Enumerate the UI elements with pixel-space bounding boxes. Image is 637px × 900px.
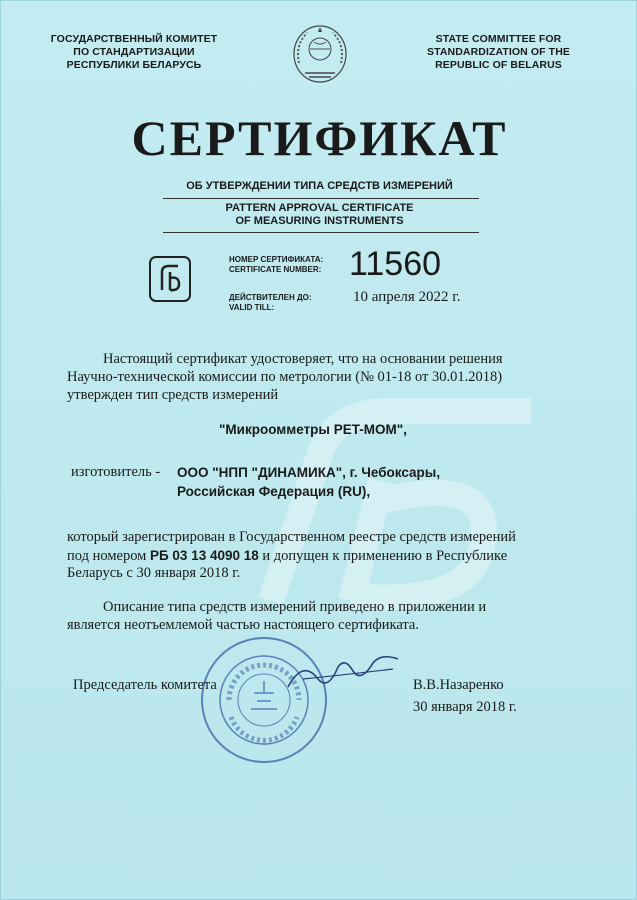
valid-till-label-ru: ДЕЙСТВИТЕЛЕН ДО:	[229, 293, 312, 302]
issuer-en-line-1: STATE COMMITTEE FOR	[435, 33, 562, 45]
subtitle-en-line-1: PATTERN APPROVAL CERTIFICATE	[225, 202, 414, 214]
issuer-name-ru	[29, 33, 239, 72]
body-p1-line-1: Настоящий сертификат удостоверяет, что на основании решения	[103, 351, 503, 367]
standards-logo-icon	[149, 256, 191, 302]
body-p2-line-2	[67, 547, 507, 565]
cert-number-label-ru: НОМЕР СЕРТИФИКАТА:	[229, 255, 324, 264]
document-title: СЕРТИФИКАТ	[131, 110, 508, 166]
manufacturer-line-2: Российская Федерация (RU),	[177, 484, 371, 499]
body-p3-line-2: является неотъемлемой частью настоящего сертификата.	[67, 617, 419, 633]
signatory-name: В.В.Назаренко	[413, 677, 504, 693]
issuer-name-en	[391, 33, 606, 72]
valid-till-label-en: VALID TILL:	[229, 303, 275, 312]
signature-icon	[283, 649, 403, 699]
body-p1-line-2: Научно-технической комиссии по метрологии (№ 01-18 от 30.01.2018)	[67, 369, 503, 385]
reg-prefix: под номером	[67, 548, 147, 564]
valid-till-label	[229, 293, 312, 313]
instrument-name: "Микроомметры PET-MOM",	[219, 422, 407, 437]
divider-top	[163, 198, 479, 199]
body-p3-line-1: Описание типа средств измерений приведено в приложении и	[103, 599, 487, 615]
signature-date: 30 января 2018 г.	[413, 699, 517, 715]
subtitle-ru: ОБ УТВЕРЖДЕНИИ ТИПА СРЕДСТВ ИЗМЕРЕНИЙ	[186, 180, 453, 192]
subtitle-en	[1, 202, 637, 228]
issuer-en-line-2: STANDARDIZATION OF THE	[427, 46, 570, 58]
reg-suffix: и допущен к применению в Республике	[262, 548, 508, 564]
issuer-en-line-3: REPUBLIC OF BELARUS	[435, 59, 562, 71]
cert-number-label-en: CERTIFICATE NUMBER:	[229, 265, 322, 274]
body-p1-line-3: утвержден тип средств измерений	[67, 387, 279, 403]
issuer-ru-line-3: РЕСПУБЛИКИ БЕЛАРУСЬ	[66, 59, 202, 71]
valid-till-date: 10 апреля 2022 г.	[353, 289, 461, 305]
cert-number: 11560	[349, 245, 442, 283]
body-p2-line-1: который зарегистрирован в Государственном реестре средств измерений	[67, 529, 516, 545]
issuer-ru-line-2: ПО СТАНДАРТИЗАЦИИ	[73, 46, 195, 58]
issuer-ru-line-1: ГОСУДАРСТВЕННЫЙ КОМИТЕТ	[50, 33, 218, 45]
signatory-role: Председатель комитета	[73, 677, 217, 693]
cert-number-label	[229, 255, 323, 275]
state-emblem-icon	[291, 23, 349, 85]
manufacturer-line-1: ООО "НПП "ДИНАМИКА", г. Чебоксары,	[177, 465, 441, 480]
subtitle-en-line-2: OF MEASURING INSTRUMENTS	[235, 215, 404, 227]
registry-number: РБ 03 13 4090 18	[149, 548, 259, 563]
manufacturer-label: изготовитель -	[71, 464, 161, 480]
body-p2-line-3: Беларусь с 30 января 2018 г.	[67, 565, 241, 581]
divider-bottom	[163, 232, 479, 233]
